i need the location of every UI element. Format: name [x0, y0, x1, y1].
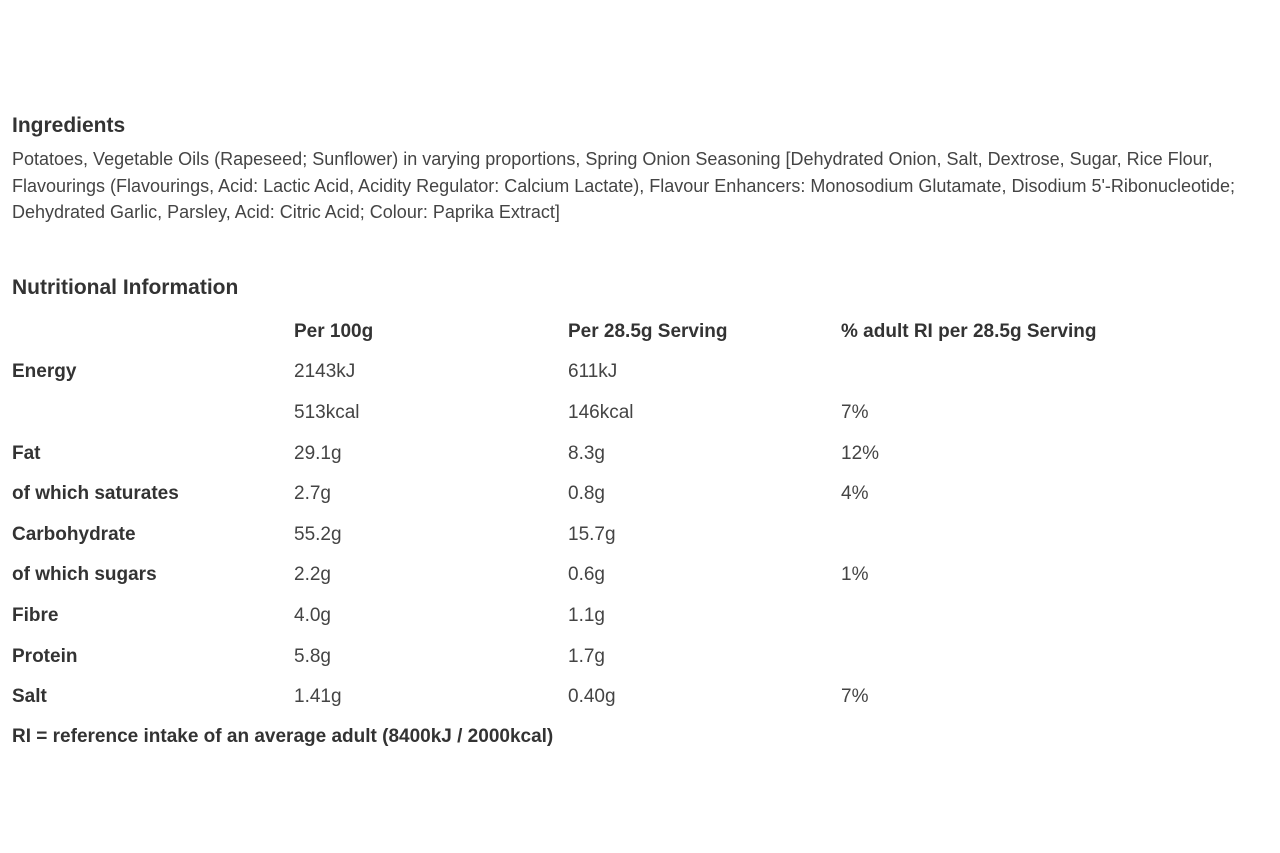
row-label — [12, 393, 294, 434]
table-row — [12, 474, 1261, 515]
table-row — [12, 636, 1261, 677]
row-per-serving: 611kJ — [568, 361, 618, 383]
header-per-serving: Per 28.5g Serving — [568, 320, 728, 342]
row-per-serving: 8.3g — [568, 442, 605, 464]
nutrition-heading: Nutritional Information — [12, 275, 239, 299]
row-per-serving: 15.7g — [568, 523, 616, 545]
header-per-100g: Per 100g — [294, 320, 374, 342]
header-label — [12, 312, 294, 353]
row-per-100g: 2.2g — [294, 564, 331, 586]
row-label: of which saturates — [12, 483, 179, 505]
row-label: Carbohydrate — [12, 523, 136, 545]
table-row — [12, 677, 1261, 718]
ingredients-heading: Ingredients — [12, 114, 126, 137]
row-per-serving: 1.1g — [568, 604, 605, 626]
row-per-serving: 0.6g — [568, 564, 605, 586]
row-label: Fibre — [12, 604, 59, 626]
row-ri: 4% — [841, 483, 869, 505]
row-per-serving: 0.8g — [568, 483, 605, 505]
row-per-serving: 1.7g — [568, 645, 605, 667]
row-per-100g: 1.41g — [294, 686, 342, 708]
row-ri — [841, 352, 1261, 393]
ri-footnote: RI = reference intake of an average adult (8400kJ / 2000kcal) — [12, 726, 554, 748]
row-label: Energy — [12, 361, 77, 383]
row-per-100g: 55.2g — [294, 523, 342, 545]
ingredients-text: Potatoes, Vegetable Oils (Rapeseed; Sunflower) in varying proportions, Spring Onion Seasoning [Dehydrated Onion, Salt, Dextrose, Sugar, Rice Flour, Flavourings (Flavourings, Acid: Lactic Acid, Acidity Regulator: Calcium Lactate), Flavour Enhancers: Monosodium Glutamate, Disodium 5'-Ribonucleotide; Dehydrated Garlic, Parsley, Acid: Citric Acid; Colour: Paprika Extract] — [12, 149, 1235, 222]
row-per-serving: 146kcal — [568, 401, 634, 423]
row-ri — [841, 514, 1261, 555]
table-row — [12, 514, 1261, 555]
row-label: of which sugars — [12, 564, 157, 586]
table-row — [12, 352, 1261, 393]
header-ri: % adult RI per 28.5g Serving — [841, 320, 1097, 342]
row-per-100g: 2143kJ — [294, 361, 356, 383]
row-per-100g: 2.7g — [294, 483, 331, 505]
row-per-serving: 0.40g — [568, 686, 616, 708]
table-row — [12, 555, 1261, 596]
row-ri: 7% — [841, 686, 869, 708]
table-row — [12, 393, 1261, 434]
row-label: Fat — [12, 442, 41, 464]
row-ri: 7% — [841, 401, 869, 423]
row-label: Salt — [12, 686, 47, 708]
row-ri: 12% — [841, 442, 880, 464]
row-per-100g: 5.8g — [294, 645, 331, 667]
row-ri: 1% — [841, 564, 869, 586]
row-label: Protein — [12, 645, 78, 667]
nutrition-table — [12, 312, 1261, 718]
product-info-panel — [12, 112, 1268, 757]
row-ri — [841, 636, 1261, 677]
nutrition-header-row — [12, 312, 1261, 353]
table-row — [12, 433, 1261, 474]
row-per-100g: 29.1g — [294, 442, 342, 464]
row-per-100g: 513kcal — [294, 401, 360, 423]
row-ri — [841, 596, 1261, 637]
table-row — [12, 596, 1261, 637]
row-per-100g: 4.0g — [294, 604, 331, 626]
